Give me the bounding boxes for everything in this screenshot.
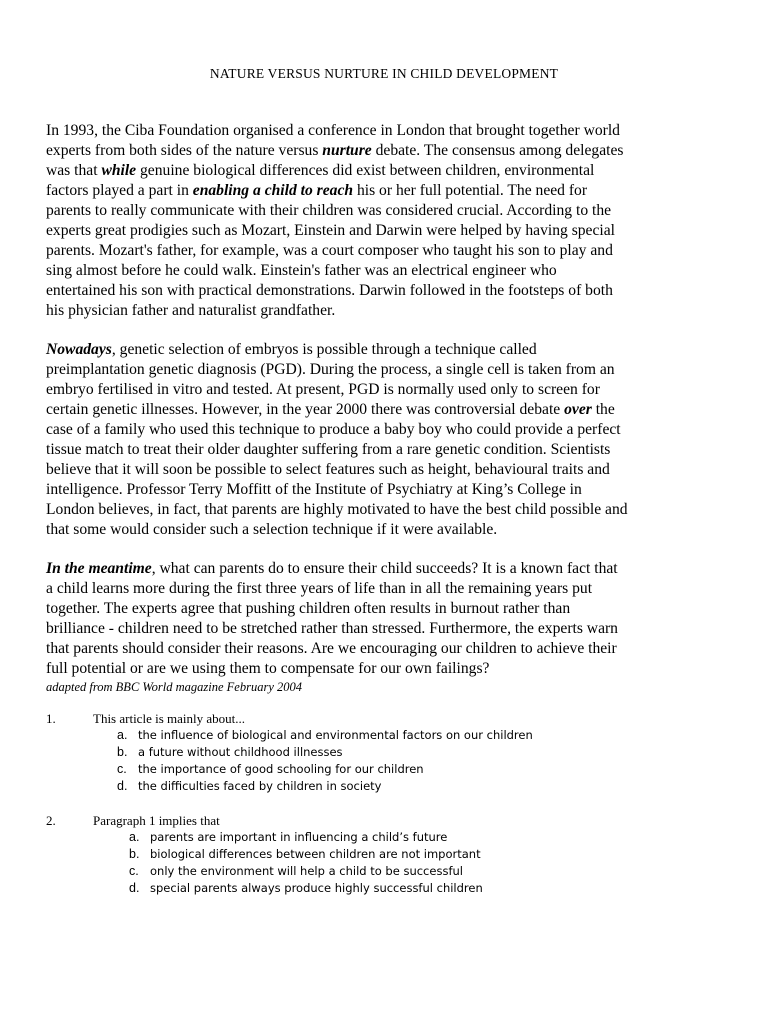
text-run: In 1993, the Ciba Foundation organised a conference in London that brought together world: [46, 122, 620, 139]
question-2: [46, 813, 736, 898]
paragraph-line: [46, 639, 728, 659]
question-text: Paragraph 1 implies that: [93, 813, 220, 828]
option-text: parents are important in influencing a child’s future: [150, 830, 448, 844]
text-run: sing almost before he could walk. Einstein's father was an electrical engineer who: [46, 262, 557, 279]
source-attribution: adapted from BBC World magazine February 2004: [46, 680, 303, 694]
paragraph-line: [46, 201, 728, 221]
option-text: biological differences between children are not important: [150, 847, 481, 861]
paragraph-line: [46, 599, 728, 619]
text-run: full potential or are we using them to compensate for our own failings?: [46, 660, 490, 677]
option-letter: b.: [129, 847, 140, 861]
text-run: factors played a part in: [46, 182, 193, 199]
paragraph-line: [46, 221, 728, 241]
paragraph-line: [46, 241, 728, 261]
emphasized-word: while: [101, 162, 137, 179]
text-run: that some would consider such a selection technique if it were available.: [46, 521, 498, 538]
option-letter: d.: [129, 881, 140, 895]
option-text: the importance of good schooling for our children: [138, 762, 424, 776]
text-run: experts great prodigies such as Mozart, Einstein and Darwin were helped by having special: [46, 222, 615, 239]
text-run: was that: [46, 162, 102, 179]
option-letter: d.: [117, 779, 128, 793]
text-run: that parents should consider their reasons. Are we encouraging our children to achieve their: [46, 640, 617, 657]
question-1: [46, 711, 736, 796]
paragraph-line: [46, 400, 728, 420]
option-text: special parents always produce highly successful children: [150, 881, 483, 895]
option-text: the difficulties faced by children in society: [138, 779, 382, 793]
text-run: brilliance - children need to be stretched rather than stressed. Furthermore, the experts warn: [46, 620, 618, 637]
text-run: , what can parents do to ensure their child succeeds? It is a known fact that: [151, 560, 618, 577]
paragraph-line: [46, 301, 728, 321]
answer-option[interactable]: [46, 847, 736, 864]
document-title: NATURE VERSUS NURTURE IN CHILD DEVELOPMENT: [209, 66, 559, 81]
text-run: believe that it will soon be possible to select features such as height, behavioural traits and: [46, 461, 610, 478]
emphasized-word: Nowadays: [46, 341, 112, 358]
text-run: genuine biological differences did exist between children, environmental: [136, 162, 595, 179]
text-run: together. The experts agree that pushing children often results in burnout rather than: [46, 600, 571, 617]
paragraph-line: [46, 420, 728, 440]
question-number: 2.: [46, 813, 56, 828]
option-letter: c.: [129, 864, 139, 878]
paragraph-line: [46, 281, 728, 301]
answer-option[interactable]: [46, 864, 736, 881]
option-letter: b.: [117, 745, 128, 759]
text-run: certain genetic illnesses. However, in the year 2000 there was controversial debate: [46, 401, 565, 418]
option-letter: a.: [129, 830, 140, 844]
paragraph-line: [46, 340, 728, 360]
text-run: entertained his son with practical demonstrations. Darwin followed in the footsteps of both: [46, 282, 613, 299]
paragraph-line: [46, 619, 728, 639]
answer-option[interactable]: [46, 728, 736, 745]
paragraph-line: [46, 460, 728, 480]
text-run: the: [591, 401, 615, 418]
text-run: his or her full potential. The need for: [353, 182, 588, 199]
paragraph-line: [46, 440, 728, 460]
answer-option[interactable]: [46, 745, 736, 762]
option-letter: a.: [117, 728, 128, 742]
paragraph-line: [46, 480, 728, 500]
text-run: parents to really communicate with their children was considered crucial. According to the: [46, 202, 612, 219]
paragraph-line: [46, 360, 728, 380]
text-run: parents. Mozart's father, for example, was a court composer who taught his son to play and: [46, 242, 613, 259]
option-text: the influence of biological and environmental factors on our children: [138, 728, 533, 742]
text-run: tissue match to treat their older daughter suffering from a rare genetic condition. Scientists: [46, 441, 611, 458]
option-text: a future without childhood illnesses: [138, 745, 343, 759]
question-row: [46, 711, 736, 728]
paragraph-line: [46, 261, 728, 281]
answer-option[interactable]: [46, 762, 736, 779]
answer-option[interactable]: [46, 881, 736, 898]
text-run: a child learns more during the first three years of life than in all the remaining years put: [46, 580, 593, 597]
paragraph-line: [46, 559, 728, 579]
paragraph-line: [46, 181, 728, 201]
option-letter: c.: [117, 762, 127, 776]
text-run: embryo fertilised in vitro and tested. At present, PGD is normally used only to screen for: [46, 381, 600, 398]
paragraph-line: [46, 380, 728, 400]
option-text: only the environment will help a child to be successful: [150, 864, 463, 878]
paragraph-2: [46, 340, 728, 540]
emphasized-word: over: [564, 401, 592, 418]
answer-option[interactable]: [46, 830, 736, 847]
question-row: [46, 813, 736, 830]
paragraph-line: [46, 659, 728, 679]
paragraph-1: [46, 121, 728, 321]
emphasized-word: enabling a child to reach: [192, 182, 354, 199]
paragraph-line: [46, 500, 728, 520]
paragraph-line: [46, 161, 728, 181]
emphasized-word: nurture: [322, 142, 372, 159]
text-run: his physician father and naturalist grandfather.: [46, 302, 336, 319]
text-run: experts from both sides of the nature versus: [46, 142, 323, 159]
paragraph-line: [46, 121, 728, 141]
text-run: debate. The consensus among delegates: [371, 142, 624, 159]
text-run: intelligence. Professor Terry Moffitt of the Institute of Psychiatry at King’s College in: [46, 481, 582, 498]
text-run: , genetic selection of embryos is possible through a technique called: [111, 341, 537, 358]
text-run: preimplantation genetic diagnosis (PGD). During the process, a single cell is taken from an: [46, 361, 615, 378]
paragraph-3: [46, 559, 728, 679]
text-run: case of a family who used this technique to produce a baby boy who could provide a perfect: [46, 421, 621, 438]
question-number: 1.: [46, 711, 56, 726]
text-run: London believes, in fact, that parents are highly motivated to have the best child possible and: [46, 501, 628, 518]
question-text: This article is mainly about...: [93, 711, 245, 726]
emphasized-word: In the meantime: [46, 560, 152, 577]
paragraph-line: [46, 141, 728, 161]
paragraph-line: [46, 520, 728, 540]
answer-option[interactable]: [46, 779, 736, 796]
paragraph-line: [46, 579, 728, 599]
